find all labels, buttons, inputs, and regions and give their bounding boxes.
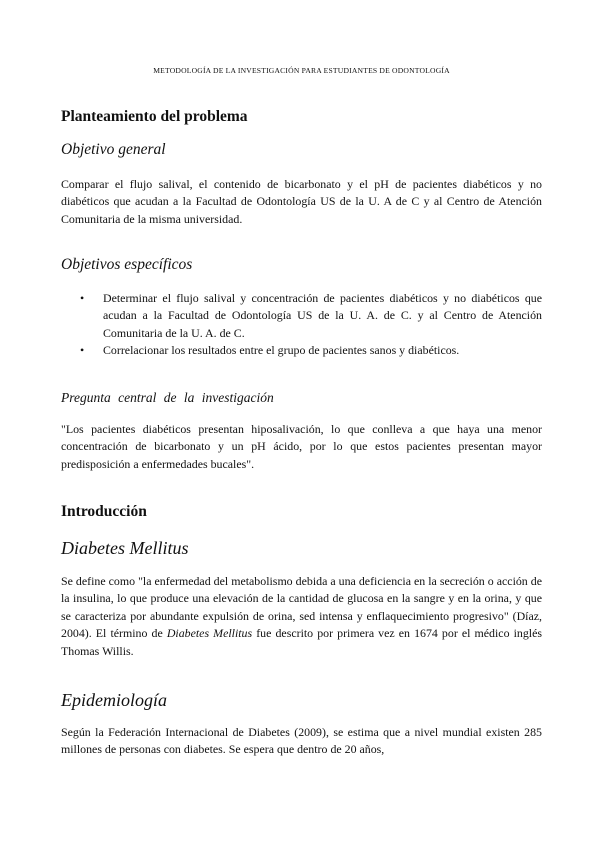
heading-objetivos-especificos: Objetivos específicos — [61, 256, 193, 273]
heading-diabetes-mellitus: Diabetes Mellitus — [61, 538, 189, 558]
paragraph-epidemiologia: Según la Federación Internacional de Diabetes (2009), se estima que a nivel mundial existen 285 millones de personas con diabetes. Se espera que dentro de 20 años, — [61, 725, 542, 757]
bullet-icon: • — [80, 343, 85, 358]
heading-epidemiologia: Epidemiología — [61, 690, 167, 710]
running-header: METODOLOGÍA DE LA INVESTIGACIÓN PARA ESTUDIANTES DE ODONTOLOGÍA — [153, 66, 450, 75]
list-item — [61, 342, 542, 359]
paragraph-pregunta: "Los pacientes diabéticos presentan hiposalivación, lo que conlleva a que haya una menor concentración de bicarbonato y un pH ácido, por lo que estos pacientes presentan mayor predisposición a enfermedades bucales". — [61, 422, 542, 471]
heading-objetivo-general: Objetivo general — [61, 141, 166, 158]
paragraph-diabetes-text-b: fue descrito por primera vez en 1674 por el médico inglés Thomas Willis. — [61, 626, 542, 658]
section-title-introduccion: Introducción — [61, 503, 147, 520]
paragraph-objetivo-general: Comparar el flujo salival, el contenido de bicarbonato y el pH de pacientes diabéticos y no diabéticos que acudan a la Facultad de Odontología US de la U. A de C y al Centro de Atención Comunitaria de la misma universidad. — [61, 177, 542, 226]
list-item — [61, 290, 542, 342]
paragraph-diabetes-italic: Diabetes Mellitus — [166, 626, 253, 641]
objectives-list — [61, 290, 542, 360]
list-item-text: Determinar el flujo salival y concentración de pacientes diabéticos y no diabéticos que acudan a la Facultad de Odontología US de la U. A. de C. y al Centro de Atención Comunitaria de la U. A. de C. — [103, 291, 542, 340]
section-title-planteamiento: Planteamiento del problema — [61, 108, 248, 125]
paragraph-diabetes — [61, 573, 542, 660]
heading-pregunta-central: Pregunta central de la investigación — [61, 390, 274, 405]
bullet-icon: • — [80, 291, 85, 305]
list-item-text: Correlacionar los resultados entre el grupo de pacientes sanos y diabéticos. — [103, 343, 460, 358]
paragraph-diabetes-text-a: Se define como "la enfermedad del metabolismo debida a una deficiencia en la secreción o acción de la insulina, lo que produce una elevación de la cantidad de glucosa en la sangre y en la orina, y que se caracteriza por abundante expulsión de orina, sed intensa y enflaquecimiento progresivo" (Díaz, 2004). El término de — [61, 574, 542, 641]
